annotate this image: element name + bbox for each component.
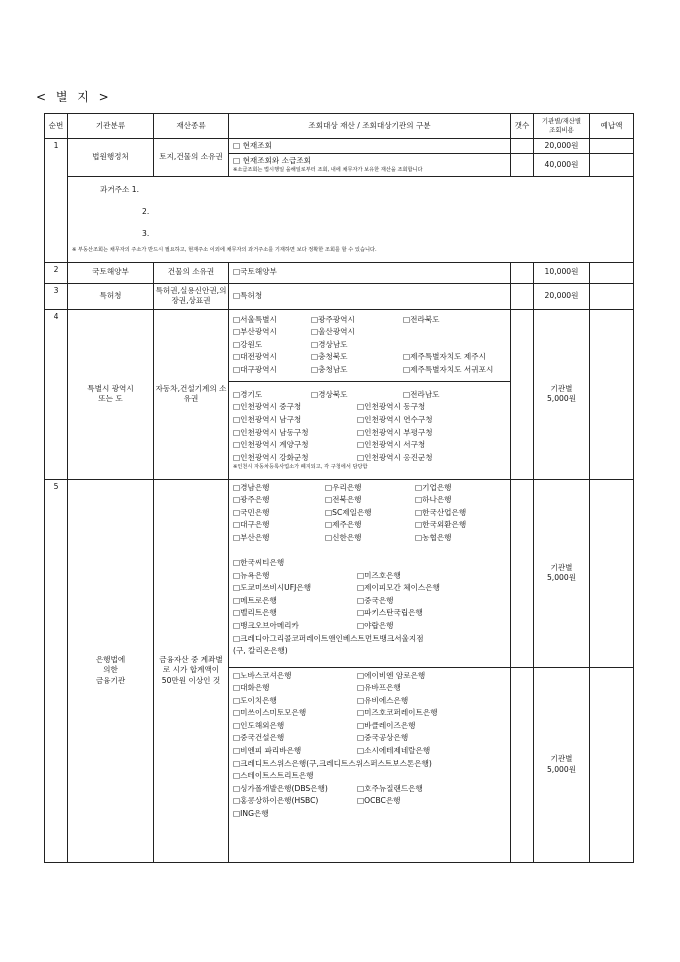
- row5-a: [45, 479, 634, 667]
- row5-cost-a: [534, 479, 590, 667]
- bank-checkbox[interactable]: □비엔피 파리바은행: [233, 746, 302, 756]
- bank-checkbox[interactable]: □중국건설은행: [233, 733, 285, 743]
- region-checkbox[interactable]: □경기도: [233, 389, 263, 399]
- row4-cost: [534, 309, 590, 479]
- row1-opt1[interactable]: □ 현재조회: [229, 139, 511, 154]
- row5-no: 5: [45, 479, 68, 862]
- region-checkbox[interactable]: □인천광역시 강화군청: [233, 452, 309, 462]
- past-address-1[interactable]: 과거주소 1.: [100, 184, 140, 194]
- region-checkbox[interactable]: □충청남도: [311, 364, 348, 374]
- row1-cost2: 40,000원: [534, 154, 590, 176]
- row1-past-cell: [68, 176, 634, 262]
- row2-cost: 10,000원: [534, 262, 590, 283]
- bank-checkbox[interactable]: □중국은행: [357, 595, 394, 605]
- bank-checkbox[interactable]: □제주은행: [325, 520, 362, 530]
- bank-checkbox[interactable]: □도쿄미쓰비시UFJ은행: [233, 583, 312, 593]
- bank-checkbox[interactable]: □신한은행: [325, 532, 362, 542]
- region-checkbox: [403, 339, 513, 352]
- row5-cost-a-line2: 5,000원: [546, 573, 577, 582]
- row4-cost-line1: 기관별: [550, 383, 573, 393]
- region-checkbox[interactable]: □강원도: [233, 339, 263, 349]
- row4-group-b-list: [233, 401, 506, 464]
- header-cost-line2: 조회비용: [549, 126, 574, 134]
- bank-checkbox[interactable]: □광주은행: [233, 495, 270, 505]
- row5-org-line2: 의한: [103, 665, 118, 675]
- bank-checkbox[interactable]: □부산은행: [233, 532, 270, 542]
- row3: [45, 283, 634, 309]
- row5-group-ab: [229, 479, 511, 667]
- row5-org-line3: 금융기관: [95, 675, 126, 685]
- row1-deposit2[interactable]: [590, 154, 634, 176]
- row4-no: 4: [45, 309, 68, 479]
- row1-org: 법원행정처: [68, 139, 154, 177]
- row4-group-b-top: [233, 389, 506, 402]
- bank-checkbox[interactable]: □유비에스은행: [357, 695, 409, 705]
- row5-group-a-list: [233, 482, 506, 545]
- row5-org-line1: 은행법에: [95, 655, 126, 665]
- bank-checkbox[interactable]: □전북은행: [325, 495, 362, 505]
- bank-checkbox[interactable]: □바클레이즈은행: [357, 720, 416, 730]
- bank-checkbox[interactable]: □중국공상은행: [357, 733, 409, 743]
- bank-checkbox[interactable]: □호주뉴질랜드은행: [357, 783, 423, 793]
- bank-checkbox[interactable]: □메트로은행: [233, 595, 277, 605]
- row4-group-b-note: ※인천시 자동차등록사업소가 폐지되고, 각 구청에서 담당함: [233, 464, 368, 471]
- past-address-2[interactable]: 2.: [142, 206, 150, 216]
- header-count: 갯수: [511, 114, 534, 139]
- row3-target[interactable]: □특허청: [229, 283, 511, 309]
- bank-checkbox[interactable]: □대화은행: [233, 683, 270, 693]
- row5-cost-b: [534, 667, 590, 862]
- region-checkbox[interactable]: □서울특별시: [233, 314, 277, 324]
- row2-no: 2: [45, 262, 68, 283]
- row1-opt2-note: ※소급조회는 법시행일 을해일로부터 조회, 내에 채무자가 보유한 재산을 조회합니다: [233, 166, 423, 173]
- row2-target[interactable]: □국토해양부: [229, 262, 511, 283]
- header-cost-line1: 기관별/재산별: [541, 117, 582, 125]
- region-checkbox[interactable]: □전라남도: [403, 389, 440, 399]
- bank-checkbox[interactable]: □미쓰이스미토모은행: [233, 708, 307, 718]
- row4-group-a: [229, 309, 511, 381]
- header-asset-type: 재산종류: [154, 114, 229, 139]
- past-address-3[interactable]: 3.: [142, 228, 150, 238]
- row2-deposit[interactable]: [590, 262, 634, 283]
- bank-checkbox[interactable]: □우리은행: [325, 482, 362, 492]
- row1-past: [45, 176, 634, 262]
- inquiry-table: [44, 113, 634, 863]
- row5-asset: 금융자산 중 계좌별로 시가 합계액이 50만원 이상인 것: [154, 479, 229, 862]
- header-row: [45, 114, 634, 139]
- row1-no: 1: [45, 139, 68, 263]
- bank-checkbox[interactable]: □한국외환은행: [415, 520, 467, 530]
- row3-count[interactable]: [511, 283, 534, 309]
- row5-cost-b-line1: 기관별: [550, 754, 573, 764]
- region-checkbox[interactable]: □울산광역시: [311, 327, 355, 337]
- bank-checkbox[interactable]: □미즈호은행: [357, 570, 401, 580]
- bank-checkbox[interactable]: □파키스탄국립은행: [357, 608, 423, 618]
- bank-checkbox[interactable]: □SC제일은행: [325, 507, 372, 517]
- region-checkbox[interactable]: □대구광역시: [233, 364, 277, 374]
- bank-checkbox[interactable]: □인도해외은행: [233, 720, 285, 730]
- row5-group-c: [229, 667, 511, 862]
- bank-checkbox[interactable]: □경남은행: [233, 482, 270, 492]
- row3-org: 특허청: [68, 283, 154, 309]
- region-checkbox[interactable]: □인천광역시 계양구청: [233, 440, 309, 450]
- region-checkbox[interactable]: □인천광역시 남구청: [233, 414, 302, 424]
- region-checkbox[interactable]: □인천광역시 동구청: [357, 402, 426, 412]
- row3-asset: 특허권,실용신안권,의장권,상표권: [154, 283, 229, 309]
- bank-checkbox[interactable]: □뉴욕은행: [233, 570, 270, 580]
- header-cost: [534, 114, 590, 139]
- bank-checkbox[interactable]: □한국씨티은행: [233, 558, 285, 568]
- row4-org: [68, 309, 154, 479]
- row3-no: 3: [45, 283, 68, 309]
- row3-cost: 20,000원: [534, 283, 590, 309]
- region-checkbox[interactable]: □인천광역시 부평구청: [357, 427, 433, 437]
- region-checkbox: [403, 326, 513, 339]
- row4-org-line1: 특별시 광역시: [87, 383, 134, 393]
- region-checkbox[interactable]: □전라북도: [403, 314, 440, 324]
- row4-deposit[interactable]: [590, 309, 634, 479]
- header-org-class: 기관분류: [68, 114, 154, 139]
- row2: [45, 262, 634, 283]
- row1-asset: 토지,건물의 소유권: [154, 139, 229, 177]
- row2-asset: 건물의 소유권: [154, 262, 229, 283]
- row5-deposit-b[interactable]: [590, 667, 634, 862]
- bank-checkbox[interactable]: □야랍은행: [357, 621, 394, 631]
- row3-deposit[interactable]: [590, 283, 634, 309]
- row4-group-a-list: [233, 314, 506, 377]
- bank-checkbox[interactable]: □제이피모간 체이스은행: [357, 583, 440, 593]
- row5-group-b-long2: (구, 칼리온은행): [233, 646, 288, 656]
- row5-cost-a-line1: 기관별: [550, 562, 573, 572]
- row1-deposit1[interactable]: [590, 139, 634, 154]
- row2-org: 국토해양부: [68, 262, 154, 283]
- page-title: < 별 지 >: [36, 90, 112, 104]
- bank-checkbox[interactable]: □뱅크오브아메리카: [233, 621, 299, 631]
- region-checkbox[interactable]: □광주광역시: [311, 314, 355, 324]
- row1-cost1: 20,000원: [534, 139, 590, 154]
- bank-checkbox[interactable]: □에이비엔 암로은행: [357, 670, 426, 680]
- row4-asset: 자동차,건설기계의 소유권: [154, 309, 229, 479]
- header-target: 조회대상 재산 / 조회대상기관의 구분: [229, 114, 511, 139]
- region-checkbox[interactable]: □부산광역시: [233, 327, 277, 337]
- bank-checkbox[interactable]: □농협은행: [415, 532, 452, 542]
- row1-a: [45, 139, 634, 154]
- row5-group-c-pair2: [233, 795, 506, 808]
- past-address-note: ※ 부동산조회는 채무자의 주소가 반드시 필요하고, 현재주소 이외에 채무자의 과거주소를 기재하면 보다 정확한 조회를 할 수 있습니다.: [72, 246, 377, 253]
- row1-opt2-cell: [229, 154, 511, 176]
- bank-checkbox[interactable]: □유바프은행: [357, 683, 401, 693]
- bank-checkbox[interactable]: □도이치은행: [233, 695, 277, 705]
- region-checkbox[interactable]: □제주특별자치도 서귀포시: [403, 364, 494, 374]
- bank-checkbox[interactable]: □국민은행: [233, 507, 270, 517]
- row5-group-c-last[interactable]: □ING은행: [233, 809, 269, 819]
- bank-checkbox[interactable]: □싱가폴개발은행(DBS은행): [233, 783, 328, 793]
- row5-cost-b-line2: 5,000원: [546, 764, 577, 774]
- header-deposit: 예납액: [590, 114, 634, 139]
- region-checkbox[interactable]: □제주특별자치도 제주시: [403, 352, 486, 362]
- region-checkbox[interactable]: □인천광역시 연수구청: [357, 414, 433, 424]
- region-checkbox[interactable]: □경상북도: [311, 389, 348, 399]
- row4-group-b: [229, 381, 511, 479]
- row2-count[interactable]: [511, 262, 534, 283]
- row5-org: [68, 479, 154, 862]
- bank-checkbox[interactable]: □벨리트은행: [233, 608, 277, 618]
- bank-checkbox[interactable]: □미즈호코퍼레이트은행: [357, 708, 438, 718]
- row5-group-b-list: [233, 557, 506, 633]
- row5-group-c-pair1: [233, 783, 506, 796]
- region-checkbox[interactable]: □인천광역시 옹진군청: [357, 452, 433, 462]
- bank-checkbox[interactable]: □하나은행: [415, 495, 452, 505]
- row4-cost-line2: 5,000원: [546, 394, 577, 403]
- bank-checkbox[interactable]: □한국산업은행: [415, 507, 467, 517]
- region-checkbox[interactable]: □경상남도: [311, 339, 348, 349]
- row5-group-c-list: [233, 670, 506, 758]
- row1-count1[interactable]: [511, 139, 534, 154]
- row5-deposit-a[interactable]: [590, 479, 634, 667]
- row5-group-c-long1[interactable]: □크레디트스위스은행(구,크레디트스위스퍼스트보스톤은행): [233, 758, 432, 768]
- bank-checkbox[interactable]: □소시에테제네랄은행: [357, 746, 431, 756]
- bank-checkbox[interactable]: □OCBC은행: [357, 796, 401, 806]
- bank-checkbox[interactable]: □노바스코셔은행: [233, 670, 292, 680]
- row1-opt2[interactable]: □ 현재조회와 소급조회: [233, 156, 312, 166]
- row4-org-line2: 또는 도: [98, 394, 123, 403]
- region-checkbox[interactable]: □인천광역시 서구청: [357, 440, 426, 450]
- row4-a: [45, 309, 634, 381]
- header-no: 순번: [45, 114, 68, 139]
- row5-group-b-long[interactable]: □크레디아그리콜코퍼레이트앤인베스트먼트뱅크서울지점: [233, 633, 424, 643]
- row1-count2[interactable]: [511, 154, 534, 176]
- bank-checkbox[interactable]: □홍콩상하이은행(HSBC): [233, 796, 319, 806]
- bank-checkbox: [357, 557, 517, 570]
- row5-group-c-long2[interactable]: □스테이트스트리트은행: [233, 771, 314, 781]
- region-checkbox[interactable]: □인천광역시 중구청: [233, 402, 302, 412]
- region-checkbox[interactable]: □충청북도: [311, 352, 348, 362]
- bank-checkbox[interactable]: □기업은행: [415, 482, 452, 492]
- region-checkbox[interactable]: □인천광역시 남동구청: [233, 427, 309, 437]
- bank-checkbox[interactable]: □대구은행: [233, 520, 270, 530]
- region-checkbox[interactable]: □대전광역시: [233, 352, 277, 362]
